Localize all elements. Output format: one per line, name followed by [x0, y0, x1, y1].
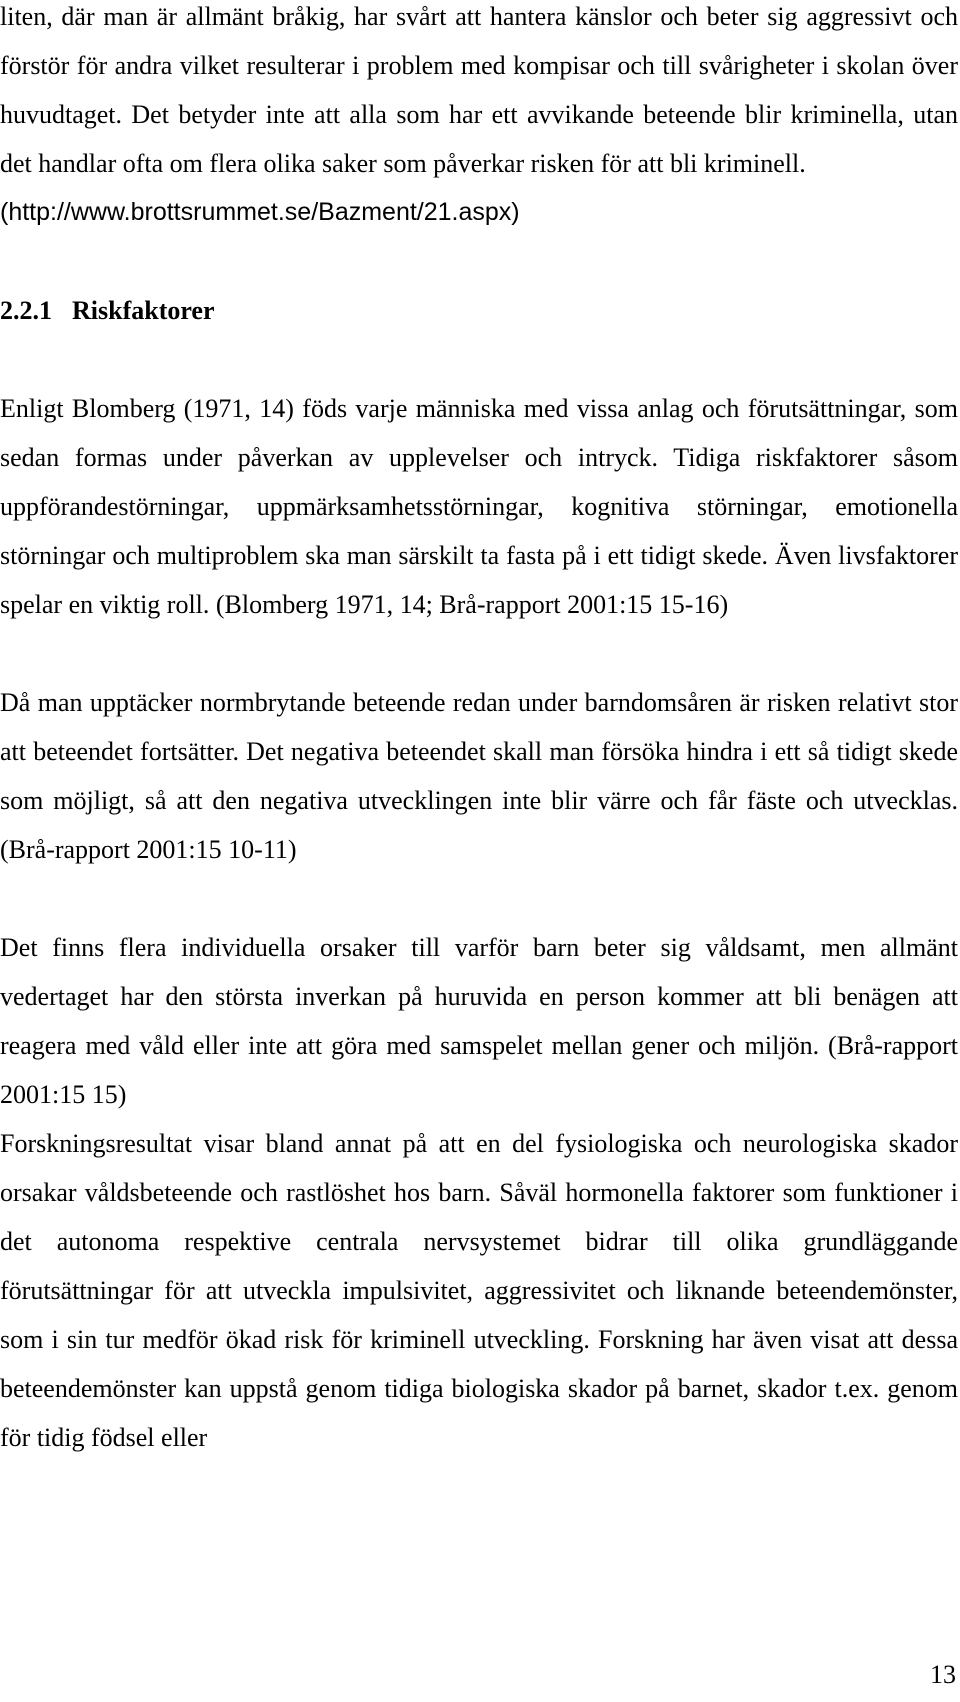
- paragraph-riskfaktorer-2: Då man upptäcker normbrytande beteende redan under barndomsåren är risken relativt stor att beteendet fortsätter. Det negativa beteendet skall man försöka hindra i ett så tidigt skede som möjligt, så att den negativa utvecklingen inte blir värre och får fäste och utvecklas. (Brå-rapport 2001:15 10-11): [0, 688, 958, 864]
- section-number: 2.2.1: [0, 296, 52, 325]
- spacer: [0, 335, 958, 384]
- page-number: 13: [930, 1660, 956, 1689]
- paragraph-riskfaktorer-3: Det finns flera individuella orsaker till varför barn beter sig våldsamt, men allmänt vedertaget har den största inverkan på huruvida en person kommer att bli benägen att reagera med våld eller inte att göra med samspelet mellan gener och miljön. (Brå-rapport 2001:15 15): [0, 933, 958, 1109]
- spacer: [0, 874, 958, 923]
- paragraph-riskfaktorer-1: Enligt Blomberg (1971, 14) föds varje människa med vissa anlag och förutsättningar, som sedan formas under påverkan av upplevelser och intryck. Tidiga riskfaktorer såsom uppförandestörningar, uppmärksamhetsstörningar, kognitiva störningar, emotionella störningar och multiproblem ska man särskilt ta fasta på i ett tidigt skede. Även livsfaktorer spelar en viktig roll. (Blomberg 1971, 14; Brå-rapport 2001:15 15-16): [0, 394, 958, 619]
- spacer: [0, 237, 958, 286]
- section-title: Riskfaktorer: [72, 296, 215, 325]
- source-url: (http://www.brottsrummet.se/Bazment/21.aspx): [0, 198, 520, 226]
- spacer: [0, 629, 958, 678]
- paragraph-riskfaktorer-4: Forskningsresultat visar bland annat på att en del fysiologiska och neurologiska skador orsakar våldsbeteende och rastlöshet hos barn. Såväl hormonella faktorer som funktioner i det autonoma respektive centrala nervsystemet bidrar till olika grundläggande förutsättningar för att utveckla impulsivitet, aggressivitet och liknande beteendemönster, som i sin tur medför ökad risk för kriminell utveckling. Forskning har även visat att dessa beteendemönster kan uppstå genom tidiga biologiska skador på barnet, skador t.ex. genom för tidig födsel eller: [0, 1129, 958, 1452]
- section-heading: [0, 286, 958, 335]
- paragraph-continued: liten, där man är allmänt bråkig, har svårt att hantera känslor och beter sig aggressivt och förstör för andra vilket resulterar i problem med kompisar och till svårigheter i skolan över huvudtaget. Det betyder inte att alla som har ett avvikande beteende blir kriminella, utan det handlar ofta om flera olika saker som påverkar risken för att bli kriminell.: [0, 2, 958, 178]
